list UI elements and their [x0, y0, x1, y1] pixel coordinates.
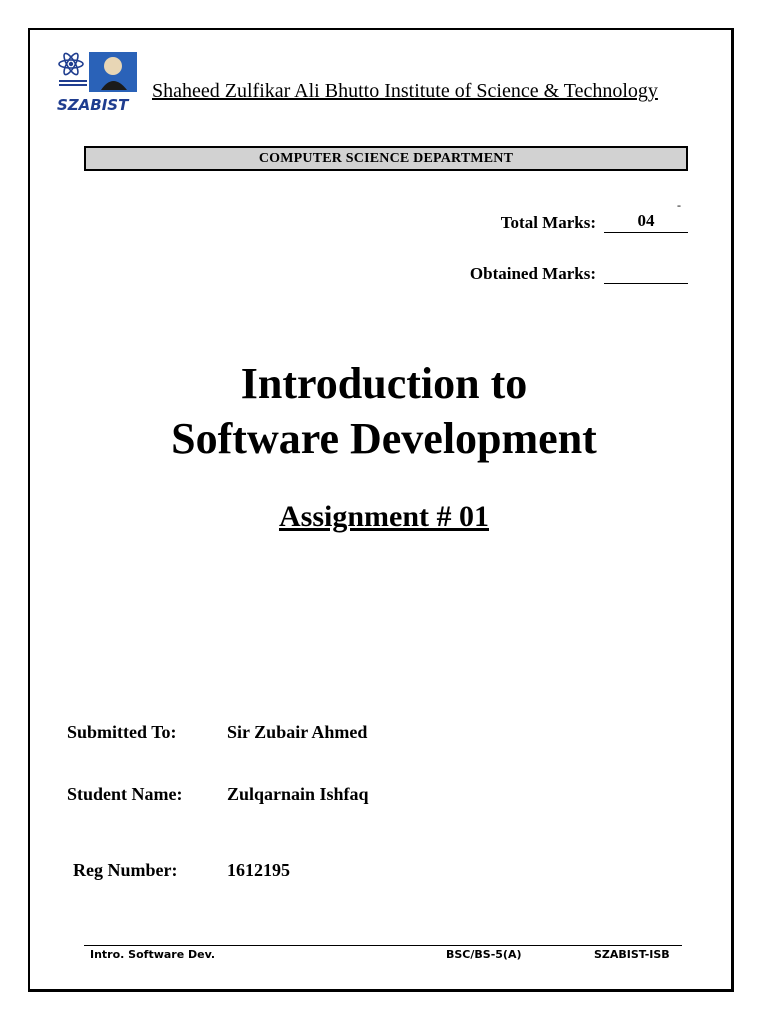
svg-text:SZABIST: SZABIST [57, 96, 129, 114]
assignment-number: Assignment # 01 [278, 500, 489, 533]
institute-name: Shaheed Zulfikar Ali Bhutto Institute of Science & Technology [152, 80, 658, 102]
department-name: COMPUTER SCIENCE DEPARTMENT [258, 150, 514, 166]
student-name-value: Zulqarnain Ishfaq [227, 784, 369, 804]
submitted-to-label: Submitted To: [67, 722, 177, 742]
obtained-marks-label: Obtained Marks: [469, 264, 596, 283]
total-marks-label: Total Marks: [500, 213, 596, 232]
footer-class: BSC/BS-5(A) [446, 948, 522, 961]
total-marks-row [501, 210, 688, 233]
reg-number-value: 1612195 [227, 860, 290, 880]
total-marks-value: 04 [604, 210, 688, 233]
reg-number-label: Reg Number: [73, 860, 178, 880]
obtained-marks-row [470, 261, 688, 284]
submitted-to-value: Sir Zubair Ahmed [227, 722, 368, 742]
footer-campus: SZABIST-ISB [594, 948, 670, 961]
student-name-label: Student Name: [67, 784, 183, 804]
title-line-2: Software Development [171, 414, 597, 463]
obtained-marks-value [604, 261, 688, 284]
title-line-1: Introduction to [240, 359, 528, 408]
footer-course: Intro. Software Dev. [90, 948, 216, 961]
footer-divider [84, 945, 682, 946]
small-dash-mark: - [677, 198, 681, 212]
department-banner [84, 146, 688, 171]
szabist-logo-icon [55, 50, 141, 114]
